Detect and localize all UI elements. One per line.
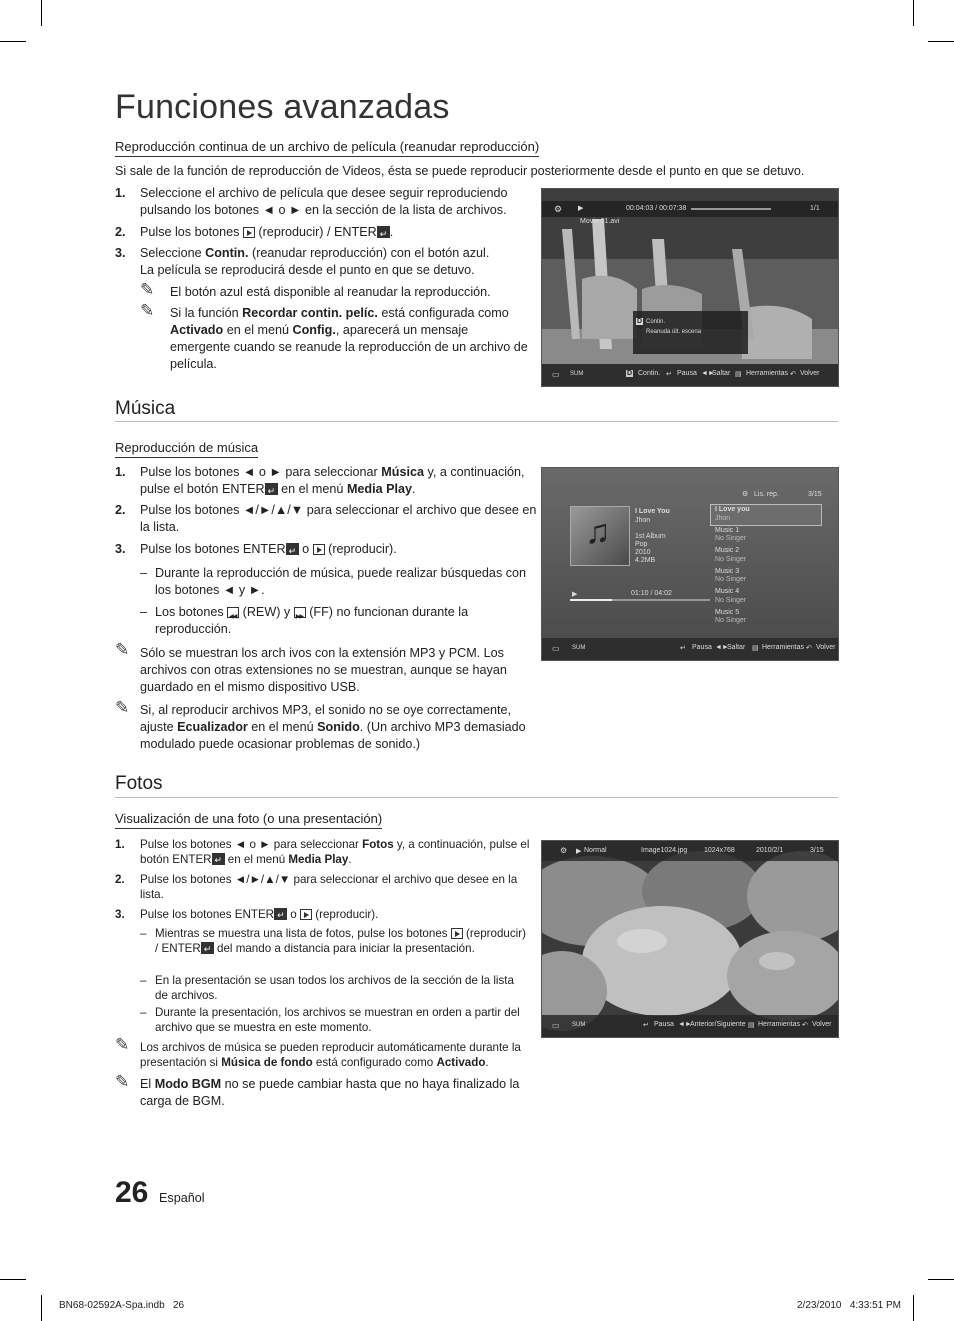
view-mode: Normal <box>584 847 607 854</box>
text: y, a continuación, pulse el botón <box>140 465 525 496</box>
step-number: 2. <box>115 225 126 239</box>
bold-term: Fotos <box>362 838 394 851</box>
bold-term: Sonido <box>317 720 360 734</box>
music-list-item-title[interactable]: Music 2 <box>715 547 740 554</box>
movie-bottom-bar <box>542 364 838 386</box>
crop-mark <box>41 1295 42 1321</box>
music-time: 01:10 / 04:02 <box>631 590 672 597</box>
resume-popup[interactable] <box>633 311 748 354</box>
text: (FF) no funcionan durante la reproducción. <box>155 605 469 636</box>
section-musica-heading: Música <box>115 398 176 419</box>
photo-step-3 <box>140 907 535 922</box>
page-number: 26 <box>115 1176 149 1209</box>
music-list-item-artist: Jhon <box>715 514 731 522</box>
bold-term: Modo BGM <box>154 1077 222 1091</box>
music-list-item-artist: No Singer <box>715 576 747 583</box>
skip-hint[interactable]: Saltar <box>727 644 746 651</box>
play-icon <box>300 909 312 920</box>
play-state-icon: ▶ <box>576 848 582 855</box>
crop-mark <box>928 1279 954 1280</box>
enter-icon <box>201 942 214 954</box>
crop-mark <box>928 41 954 42</box>
tools-hint[interactable]: Herramientas <box>746 370 789 377</box>
enter-icon <box>265 483 278 495</box>
music-list-item-artist: No Singer <box>715 535 747 542</box>
resume-step-3 <box>140 245 535 279</box>
bold-term: Activado <box>436 1056 486 1069</box>
movie-time: 00:04:03 / 00:07:38 <box>626 205 687 212</box>
photo-dash-2: En la presentación se usan todos los archivos de la sección de la lista de archivos. <box>155 974 514 1002</box>
bold-term: Config. <box>292 323 336 337</box>
photo-count: 3/15 <box>810 847 824 854</box>
page-title: Funciones avanzadas <box>115 88 450 126</box>
step-number: 1. <box>115 838 125 851</box>
text: Pulse los botones <box>140 908 232 921</box>
enter-icon <box>212 853 225 865</box>
music-list-item-title[interactable]: Music 1 <box>715 526 740 534</box>
apples-image <box>542 841 838 1037</box>
text: del mando a distancia para iniciar la presentación. <box>217 942 475 955</box>
photo-date: 2010/2/1 <box>756 847 784 854</box>
photo-top-bar <box>542 841 838 861</box>
movie-count: 1/1 <box>810 205 820 212</box>
note-pencil-icon: ✎ <box>115 640 130 659</box>
bold-term: Media Play <box>346 482 413 496</box>
crop-mark <box>41 0 42 26</box>
text: Seleccione <box>140 246 202 260</box>
bold-term: Activado <box>170 323 224 337</box>
music-screenshot <box>541 467 839 661</box>
return-icon: ↶ <box>806 645 812 652</box>
text: en el menú <box>251 720 314 734</box>
text: en el menú <box>226 323 289 337</box>
device-label: SUM <box>570 371 584 377</box>
crop-mark <box>0 41 26 42</box>
text: y, a continuación, pulse el botón <box>140 838 530 866</box>
device-label: SUM <box>572 645 586 651</box>
section-fotos-heading: Fotos <box>115 773 163 794</box>
tools-hint[interactable]: Herramientas <box>758 1021 801 1028</box>
resume-intro: Si sale de la función de reproducción de Videos, ésta se puede reproducir posteriormente desde el punto en que se detuvo. <box>115 164 805 178</box>
prev-next-hint[interactable]: Anterior/Siguiente <box>690 1021 746 1028</box>
enter-label: ENTER <box>161 942 201 955</box>
photo-note-1 <box>140 1040 535 1070</box>
song-album: 1st Album <box>635 533 666 540</box>
enter-icon <box>274 908 287 920</box>
section-divider <box>115 797 838 798</box>
music-dash-1: Durante la reproducción de música, puede realizar búsquedas con los botones ◄ y ►. <box>155 566 527 597</box>
text: Mientras se muestra una lista de fotos, pulse los botones <box>155 927 448 940</box>
usb-icon: ▭ <box>552 644 560 653</box>
return-hint[interactable]: Volver <box>800 370 820 377</box>
fast-forward-icon <box>294 607 306 618</box>
resume-note-2 <box>170 305 530 373</box>
music-list-item-title[interactable]: Music 3 <box>715 567 740 575</box>
note-pencil-icon: ✎ <box>115 698 130 717</box>
music-list-item-title[interactable]: I Love you <box>715 506 750 513</box>
note-pencil-icon: ✎ <box>140 301 155 320</box>
text: o <box>290 908 297 921</box>
tools-icon: ▤ <box>752 645 759 652</box>
pause-hint[interactable]: Pausa <box>654 1021 674 1028</box>
note-pencil-icon: ✎ <box>115 1072 130 1091</box>
section-divider <box>115 421 838 422</box>
text: La película se reproducirá desde el punto en que se detuvo. <box>140 263 475 277</box>
text: (reproducir) / <box>155 927 526 955</box>
resume-step-2 <box>140 224 530 241</box>
skip-hint[interactable]: Saltar <box>712 370 731 377</box>
bold-term: Música <box>381 465 424 479</box>
left-right-icon: ◄► <box>678 1021 692 1028</box>
photo-note-2 <box>140 1076 535 1110</box>
text: , aparecerá un mensaje emergente cuando se reanude la reproducción de un archivo de película. <box>170 323 528 371</box>
resume-step-1: Seleccione el archivo de película que desee seguir reproduciendo pulsando los botones ◄ o ► en la sección de la lista de archivos. <box>140 186 508 217</box>
text: (reproducir). <box>315 908 379 921</box>
movie-progress <box>691 208 771 210</box>
song-title: I Love You <box>635 508 670 515</box>
enter-label: ENTER <box>172 853 212 866</box>
popup-title: Contin. <box>646 319 666 325</box>
photo-subheading: Visualización de una foto (o una presentación) <box>115 811 382 829</box>
music-note-1: Sólo se muestran los arch ivos con la extensión MP3 y PCM. Los archivos con otras extensiones no se muestran, aunque se hayan guardado en el mismo dispositivo USB. <box>140 646 507 694</box>
movie-filename: Movie 01.avi <box>580 218 620 225</box>
tools-hint[interactable]: Herramientas <box>762 644 805 651</box>
pause-hint[interactable]: Pausa <box>677 370 697 377</box>
music-progress <box>570 599 710 601</box>
step-number: 3. <box>115 542 126 556</box>
footer-file: BN68-02592A-Spa.indb 26 <box>59 1300 185 1311</box>
step-number: 1. <box>115 465 126 479</box>
music-bottom-bar <box>542 638 838 660</box>
film-icon: ⚙ <box>554 204 563 214</box>
tools-icon: ▤ <box>735 371 742 378</box>
music-dash-2 <box>155 604 540 638</box>
tools-icon: ▤ <box>748 1022 755 1029</box>
playlist-icon: ⚙ <box>742 491 749 498</box>
photo-bottom-bar <box>542 1015 838 1037</box>
photo-filename: Image1024.jpg <box>641 847 688 854</box>
text: Los archivos de música se pueden reproducir automáticamente durante la presentación si <box>140 1041 521 1069</box>
text: El <box>140 1077 152 1091</box>
text: (reproducir). <box>328 542 397 556</box>
play-icon <box>451 928 463 939</box>
bold-term: Contin. <box>205 246 249 260</box>
song-artist: Jhon <box>635 517 651 524</box>
note-pencil-icon: ✎ <box>115 1035 130 1054</box>
crop-mark <box>0 1279 26 1280</box>
play-icon <box>313 544 325 555</box>
text: Si, al reproducir archivos MP3, el sonido no se oye correctamente, ajuste <box>140 703 511 734</box>
text: . (Un archivo MP3 demasiado modulado puede ocasionar problemas de sonido.) <box>140 720 526 751</box>
enter-icon: ↵ <box>643 1022 649 1029</box>
blue-d-icon: D <box>627 370 633 377</box>
dash-bullet: – <box>140 927 147 940</box>
text: . <box>348 853 352 866</box>
bold-term: Media Play <box>288 853 349 866</box>
return-icon: ↶ <box>790 371 796 378</box>
text: o <box>302 542 310 556</box>
resume-note-1: El botón azul está disponible al reanudar la reproducción. <box>170 285 491 299</box>
photo-step-1 <box>140 837 535 867</box>
album-art <box>570 506 630 566</box>
text: Pulse los botones ◄ o ► para seleccionar <box>140 838 359 851</box>
text: Si la función <box>170 306 239 320</box>
music-list-item-artist: No Singer <box>715 596 747 604</box>
photo-step-2: Pulse los botones ◄/►/▲/▼ para seleccionar el archivo que desee en la lista. <box>140 873 518 901</box>
text: Pulse los botones <box>140 225 240 239</box>
music-step-3 <box>140 541 540 558</box>
text: está configurado como <box>315 1056 434 1069</box>
music-note-2 <box>140 702 535 753</box>
bold-term: Música de fondo <box>221 1056 313 1069</box>
play-state-icon: ▶ <box>578 205 584 212</box>
text: (REW) y <box>242 605 291 619</box>
step-number: 3. <box>115 908 125 921</box>
text: en el menú <box>227 853 286 866</box>
text: Los botones <box>155 605 224 619</box>
enter-label: ENTER <box>242 542 286 556</box>
photo-dash-3: Durante la presentación, los archivos se muestran en orden a partir del archivo que se muestra en este momento. <box>155 1006 520 1034</box>
text: en el menú <box>281 482 344 496</box>
song-size: 4.2MB <box>635 557 656 564</box>
crop-mark <box>913 1295 914 1321</box>
enter-icon <box>286 543 299 555</box>
movie-screenshot <box>541 188 839 387</box>
text: . <box>389 225 394 239</box>
play-state-icon: ▶ <box>572 591 578 598</box>
text: (reproducir) / <box>258 225 331 239</box>
step-number: 2. <box>115 503 126 517</box>
text: (reanudar reproducción) con el botón azul. <box>252 246 490 260</box>
enter-icon: ↵ <box>680 645 686 652</box>
return-icon: ↶ <box>802 1022 808 1029</box>
left-right-icon: ◄► <box>715 644 729 651</box>
device-label: SUM <box>572 1022 586 1028</box>
rewind-icon <box>227 607 239 618</box>
blue-d-icon: D <box>637 318 643 325</box>
bold-term: Recordar contin. pelíc. <box>242 306 378 320</box>
enter-icon <box>377 226 390 238</box>
text: . <box>412 482 416 496</box>
return-hint[interactable]: Volver <box>812 1021 832 1028</box>
song-genre: Pop <box>635 541 648 548</box>
usb-icon: ▭ <box>552 370 560 379</box>
play-icon <box>243 227 255 238</box>
step-number: 1. <box>115 186 126 200</box>
bold-term: Ecualizador <box>177 720 248 734</box>
movie-top-bar <box>542 201 838 217</box>
section-heading-resume: Reproducción continua de un archivo de película (reanudar reproducción) <box>115 139 539 157</box>
language-label: Español <box>159 1191 205 1205</box>
enter-label: ENTER <box>334 225 377 239</box>
dash-bullet: – <box>140 566 148 580</box>
music-step-2: Pulse los botones ◄/►/▲/▼ para seleccionar el archivo que desee en la lista. <box>140 503 537 534</box>
text: Pulse los botones ◄ o ► para seleccionar <box>140 465 378 479</box>
photo-icon: ⚙ <box>560 846 568 855</box>
text: Pulse los botones <box>140 542 240 556</box>
music-list-item-artist: No Singer <box>715 555 747 563</box>
note-pencil-icon: ✎ <box>140 280 155 299</box>
enter-icon: ↵ <box>666 371 672 378</box>
text: está configurada como <box>381 306 509 320</box>
enter-label: ENTER <box>221 482 265 496</box>
step-number: 3. <box>115 246 126 260</box>
photo-screenshot <box>541 840 839 1038</box>
dash-bullet: – <box>140 1006 147 1019</box>
dash-bullet: – <box>140 974 147 987</box>
music-count: 3/15 <box>808 491 822 498</box>
music-list-item-title[interactable]: Music 5 <box>715 608 740 616</box>
contin-hint[interactable]: Contin. <box>638 370 661 377</box>
step-number: 2. <box>115 873 125 886</box>
photo-resolution: 1024x768 <box>704 847 735 854</box>
dash-bullet: – <box>140 605 148 619</box>
enter-label: ENTER <box>234 908 275 921</box>
text: . <box>485 1056 489 1069</box>
return-hint[interactable]: Volver <box>816 644 836 651</box>
pause-hint[interactable]: Pausa <box>692 644 712 651</box>
music-step-1 <box>140 464 540 498</box>
left-right-icon: ◄► <box>701 370 715 377</box>
song-year: 2010 <box>635 549 651 556</box>
footer-date: 2/23/2010 4:33:51 PM <box>797 1300 901 1311</box>
text: no se puede cambiar hasta que no haya finalizado la carga de BGM. <box>140 1077 520 1108</box>
photo-dash-1 <box>155 926 530 956</box>
playlist-label: Lis. rep. <box>754 491 779 498</box>
music-list-item-artist: No Singer <box>715 617 747 624</box>
music-list-item-title[interactable]: Music 4 <box>715 588 740 595</box>
crop-mark <box>913 0 914 26</box>
popup-subtitle: Reanuda últ. escena <box>646 329 702 335</box>
music-note-icon: ♫ <box>585 513 611 551</box>
usb-icon: ▭ <box>552 1021 560 1030</box>
music-subheading: Reproducción de música <box>115 440 258 458</box>
